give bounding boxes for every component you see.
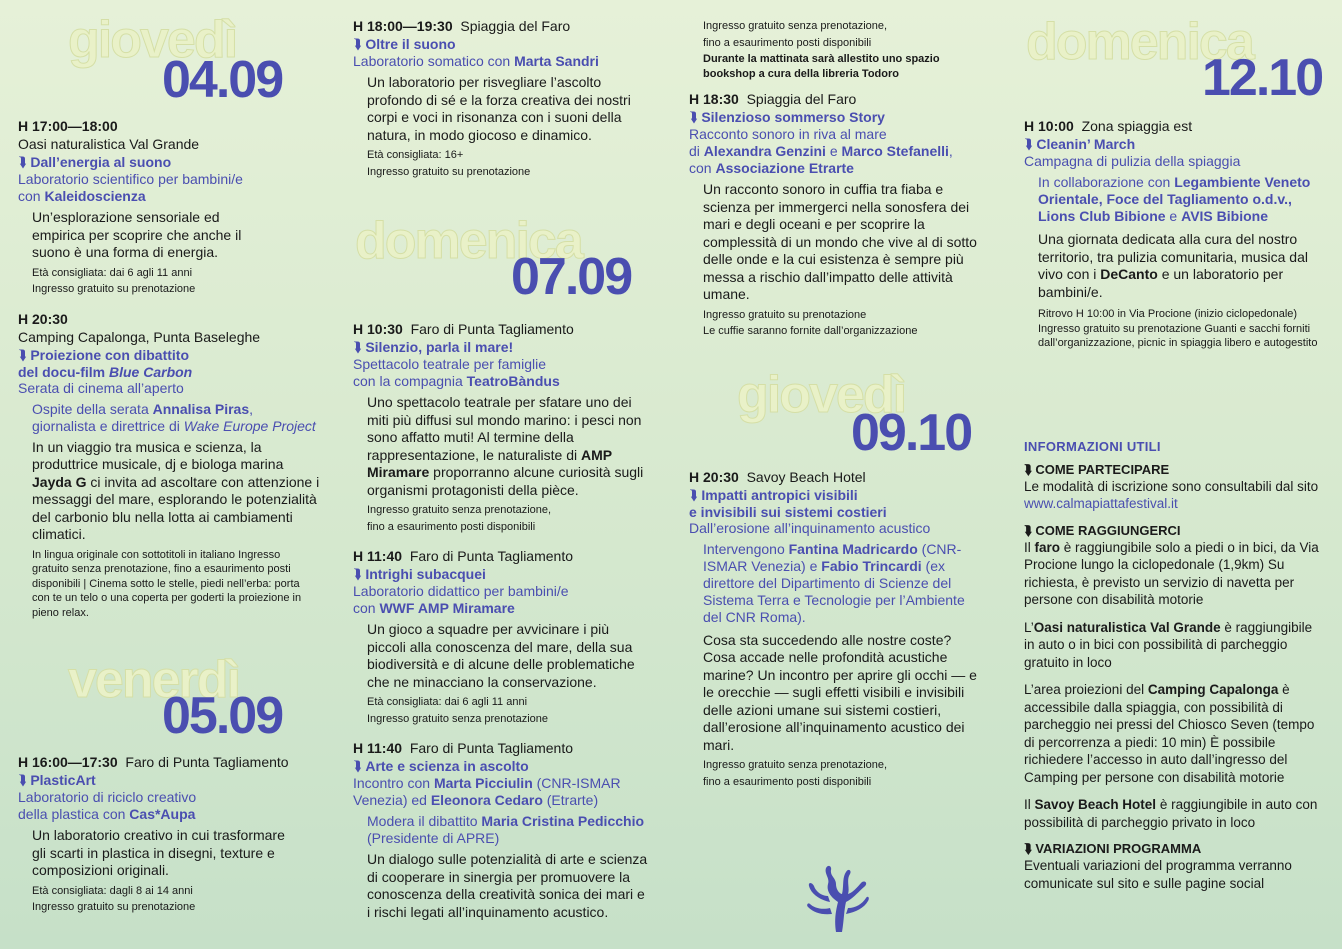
day-name: giovedì (68, 11, 237, 69)
event-description: Un racconto sonoro in cuffia tra fiaba e scienza per immergerci nella sonosfera dei mari e degli oceani e per scoprire la complessità di un mondo che vive al di sotto delle onde e la cui esistenza è sempre più messa a rischio dall’impatto delle attività umane. (703, 181, 977, 302)
event-subtitle: Dall’erosione all’inquinamento acustico (689, 519, 931, 536)
arrow-icon: ⮯ (1024, 136, 1033, 152)
event-title: Impatti antropici visibili (701, 486, 858, 503)
collab-text-2: e (1165, 208, 1182, 224)
day-date: 07.09 (511, 248, 632, 306)
arrow-icon: ⮯ (18, 346, 27, 363)
moderator-role: (Presidente di APRE) (367, 830, 500, 846)
event-entry: Ingresso gratuito senza prenotazione (367, 712, 549, 725)
desc-c: ci invita ad ascoltare con attenzione i messaggi del mare, esplorando le potenzialità del carbonio blu nella lotta ai cambiamenti climatici. (32, 473, 320, 542)
website-link[interactable]: www.calmapiattafestival.it (1024, 496, 1178, 511)
event-entry: Ingresso gratuito senza prenotazione, (367, 504, 552, 516)
event-place: Zona spiaggia est (1081, 118, 1193, 134)
event-silenzio-parla-il-mare (353, 321, 653, 534)
desc-a: In un viaggio tra musica e scienza, la produttrice musicale, dj e biologa marina (32, 438, 284, 472)
camping-text-a: L’area proiezioni del (1024, 682, 1148, 697)
oasi-text-b: Oasi naturalistica Val Grande (1033, 619, 1221, 635)
sub-text-3: Venezia) ed (353, 792, 431, 808)
savoy-text-b: Savoy Beach Hotel (1034, 797, 1157, 812)
event-title: Dall’energia al suono (30, 154, 172, 170)
partner-name: AVIS Bibione (1181, 208, 1268, 224)
arrow-icon: ⮯ (689, 109, 698, 125)
bookshop-note: Durante la mattinata sarà allestito uno spazio bookshop a cura della libreria Todoro (703, 53, 940, 80)
event-title: Arte e scienza in ascolto (365, 758, 529, 774)
event-title-2: del docu-film (18, 363, 109, 380)
film-title: Blue Carbon (109, 363, 193, 380)
info-heading: INFORMAZIONI UTILI (1024, 438, 1161, 454)
event-oltre-il-suono (353, 18, 653, 179)
arrow-icon: ⮯ (18, 154, 27, 170)
event-title: PlasticArt (30, 772, 96, 788)
desc-a: Una giornata dedicata alla cura del nostro territorio, tra pulizia comunitaria, musica dal vivo con i (1038, 231, 1308, 282)
event-entry: Ingresso gratuito su prenotazione (703, 308, 867, 321)
column-3 (689, 17, 994, 789)
event-subtitle: Laboratorio scientifico per bambini/e (18, 171, 243, 187)
day-name: domenica (355, 212, 582, 270)
event-description (367, 394, 647, 499)
continued-notes (689, 19, 994, 81)
oasi-text-c: è raggiungibile in auto o in bici con possibilità di parcheggio gratuito in loco (1024, 619, 1313, 670)
column-1 (18, 0, 318, 915)
event-impatti-antropici (689, 469, 994, 790)
arrow-icon: ⮯ (353, 339, 362, 355)
speaker-name: Marta Picciulin (433, 775, 533, 791)
sub-text: con (18, 188, 45, 204)
event-title-2: e invisibili sui sistemi costieri (689, 503, 887, 520)
event-subtitle: Spettacolo teatrale per famiglie (353, 356, 546, 372)
event-title: Cleanin’ March (1036, 136, 1136, 152)
event-age: Età consigliata: dai 6 agli 11 anni (367, 696, 528, 708)
event-age: Età consigliata: dai 6 agli 11 anni (32, 266, 193, 279)
day-date: 05.09 (162, 687, 283, 745)
arrow-icon: ⮯ (689, 486, 698, 503)
event-title: Proiezione con dibattito (30, 346, 189, 363)
entry-note-2: fino a esaurimento posti disponibili (703, 36, 872, 49)
event-entry: Ingresso gratuito su prenotazione (32, 901, 196, 913)
info-changes-text: Eventuali variazioni del programma verranno comunicate sul sito e sulle pagine social (1024, 858, 1292, 891)
event-entry: Ingresso gratuito su prenotazione (367, 165, 531, 178)
day-name: venerdì (68, 651, 239, 709)
event-time: H 18:00—19:30 (353, 18, 453, 34)
project-name: Wake Europe Project (183, 417, 316, 434)
desc-a: Uno spettacolo teatrale per sfatare uno dei miti più diffusi sul mondo marino: i pesci non sono affatto muti! Al termine della rappresentazione, le naturaliste di (367, 394, 642, 463)
sub-text: con (353, 600, 380, 616)
event-place: Oasi naturalistica Val Grande (18, 136, 200, 152)
event-entry-2: fino a esaurimento posti disponibili (367, 520, 536, 533)
author-name-2: Marco Stefanelli (841, 143, 949, 159)
desc-c: e un laboratorio per bambini/e. (1038, 266, 1284, 300)
speaker-name-2: Eleonora Cedaro (430, 792, 543, 808)
event-dallenergia (18, 118, 318, 297)
arrow-icon: ⮯ (353, 36, 362, 52)
organizer-name: Cas*Aupa (129, 806, 196, 822)
event-time: H 10:30 (353, 321, 403, 337)
author-name: Alexandra Genzini (703, 143, 826, 159)
guest-name: Annalisa Piras (152, 400, 250, 417)
moderator-name: Maria Cristina Pedicchio (481, 813, 645, 829)
oasi-text-a: L’ (1024, 619, 1034, 635)
collab-text: In collaborazione con (1038, 174, 1175, 190)
event-age: Età consigliata: dagli 8 ai 14 anni (32, 884, 193, 897)
info-participate-heading: COME PARTECIPARE (1035, 461, 1170, 477)
association-name: Associazione Etrarte (715, 160, 854, 176)
partners-names: Legambiente Veneto Orientale, Foce del Tagliamento o.d.v., Lions Club Bibione (1038, 174, 1311, 224)
day-header-domenica-0709 (353, 199, 653, 321)
speaker-name: Fantina Madricardo (788, 540, 918, 557)
event-time: H 18:30 (689, 91, 739, 107)
info-section (1024, 439, 1324, 893)
event-time: H 11:40 (353, 740, 403, 756)
event-time: H 17:00—18:00 (18, 118, 118, 134)
day-header-giovedi-0409 (18, 0, 318, 118)
event-subtitle: Racconto sonoro in riva al mare (689, 126, 887, 142)
event-description (1038, 231, 1314, 301)
event-description: Un laboratorio per risvegliare l’ascolto profondo di sé e la forza creativa dei nostri corpi e voci in risonanza con i suoni della natura, in modo giocoso e dinamico. (367, 74, 631, 143)
organizer-name: WWF AMP Miramare (379, 600, 515, 616)
speakers-text-2: (CNR-ISMAR Venezia) e (703, 540, 962, 574)
day-name: domenica (1026, 13, 1253, 71)
day-date: 12.10 (1202, 49, 1323, 107)
column-4 (1024, 0, 1324, 892)
event-description: Un dialogo sulle potenzialità di arte e scienza di cooperare in sinergia per promuovere la conoscenza della creatività sonica dei mari e i rischi legati all’inquinamento acustico. (367, 851, 648, 920)
event-proiezione (18, 311, 318, 621)
event-headphones: Le cuffie saranno fornite dall’organizzazione (703, 325, 918, 337)
camping-text-c: è accessibile dalla spiaggia, con possibilità di parcheggio nei pressi del Chiosco Seven (tempo di percorrenza a piedi: 10 min) È possibile richiedere l’accesso in auto dall’ingresso del Camping per persone con disabilità motorie (1024, 682, 1315, 785)
day-name: giovedì (737, 365, 906, 424)
speaker-name-2: Fabio Trincardi (821, 557, 922, 574)
event-place: Savoy Beach Hotel (746, 468, 866, 485)
event-place: Spiaggia del Faro (460, 18, 571, 34)
event-notes: In lingua originale con sottotitoli in italiano Ingresso gratuito senza prenotazione, fino a esaurimento posti disponibili | Cinema sotto le stelle, piedi nell’erba: porta con te un telo o una coperta per goderti la proiezione in pieno relax. (32, 548, 302, 619)
sub-text: con la compagnia (353, 373, 467, 389)
sub-text: Incontro con (353, 775, 434, 791)
guest-text: Ospite della serata (32, 400, 153, 417)
guest-punct: , (249, 400, 254, 417)
desc-b: DeCanto (1100, 266, 1158, 282)
organizer-name: Kaleidoscienza (44, 188, 146, 204)
savoy-text-c: è raggiungibile in auto con possibilità di parcheggio privato in loco (1024, 797, 1318, 830)
event-arte-e-scienza (353, 740, 653, 921)
savoy-text-a: Il (1024, 797, 1035, 812)
event-silenzioso-sommerso (689, 91, 994, 339)
event-plasticart (18, 754, 318, 915)
event-subtitle: Serata di cinema all’aperto (18, 379, 184, 396)
event-place: Faro di Punta Tagliamento (410, 321, 574, 337)
info-participate-text: Le modalità di iscrizione sono consultabili dal sito (1024, 478, 1319, 494)
desc-b: AMP Miramare (367, 446, 612, 480)
sub-text-4: con (689, 160, 716, 176)
event-subtitle: Laboratorio didattico per bambini/e (353, 583, 569, 599)
coral-logo-icon (806, 862, 870, 932)
company-name: TeatroBàndus (466, 373, 560, 389)
event-time: H 20:30 (18, 310, 68, 327)
event-title: Silenzioso sommerso Story (701, 109, 885, 125)
organizer-name: Marta Sandri (514, 53, 599, 69)
column-2 (353, 18, 653, 925)
reach-text-a: Il (1024, 539, 1035, 555)
sub-text-3: , (948, 143, 953, 159)
event-time: H 10:00 (1024, 118, 1074, 134)
day-header-domenica-1210 (1024, 0, 1324, 118)
event-entry: Ingresso gratuito su prenotazione (32, 283, 196, 295)
arrow-icon: ⮯ (1024, 841, 1036, 856)
sub-text: della plastica con (18, 806, 130, 822)
sub-text-4: (Etrarte) (542, 792, 599, 808)
arrow-icon: ⮯ (353, 758, 362, 774)
event-description: Un’esplorazione sensoriale ed empirica per scoprire che anche il suono è una forma di energia. (32, 209, 242, 260)
event-subtitle: Laboratorio di riciclo creativo (18, 789, 197, 805)
info-reach-heading: COME RAGGIUNGERCI (1035, 522, 1181, 538)
event-place: Spiaggia del Faro (746, 91, 857, 107)
event-entry: Ingresso gratuito senza prenotazione, (703, 759, 888, 771)
event-place: Camping Capalonga, Punta Baseleghe (18, 328, 261, 345)
day-header-venerdi-0509 (18, 644, 318, 754)
event-age: Età consigliata: 16+ (367, 149, 464, 161)
event-intrighi-subacquei (353, 548, 653, 726)
event-description: Un gioco a squadre per avvicinare i più piccoli alla conoscenza del mare, della sua biodiversità e di alcune delle problematiche che ne minacciano la conservazione. (367, 621, 635, 690)
sub-text: Laboratorio somatico con (353, 53, 515, 69)
event-place: Faro di Punta Tagliamento (409, 740, 574, 756)
sub-text-2: e (825, 143, 842, 159)
camping-text-b: Camping Capalonga (1147, 682, 1279, 697)
arrow-icon: ⮯ (1024, 522, 1036, 538)
event-notes: Ritrovo H 10:00 in Via Procione (inizio ciclopedonale) Ingresso gratuito su prenotazione Guanti e sacchi forniti dall’organizzazione, picnic in spiaggia libero e autogestito (1038, 308, 1318, 349)
arrow-icon: ⮯ (18, 772, 27, 788)
moderator-text: Modera il dibattito (367, 813, 482, 829)
reach-text-c: è raggiungibile solo a piedi o in bici, da Via Procione lungo la ciclopedonale (1,9km) Su richiesta, è previsto un servizio di navetta per persone con disabilità motorie (1024, 539, 1319, 607)
event-cleanin-march (1024, 118, 1324, 351)
arrow-icon: ⮯ (353, 566, 362, 582)
event-place: Faro di Punta Tagliamento (409, 548, 574, 564)
event-entry-2: fino a esaurimento posti disponibili (703, 775, 872, 788)
guest-role: giornalista e direttrice di (32, 417, 184, 434)
speakers-text: Intervengono (703, 540, 789, 557)
event-title: Oltre il suono (365, 36, 456, 52)
event-place: Faro di Punta Tagliamento (125, 754, 289, 770)
day-date: 04.09 (162, 51, 283, 109)
event-title: Silenzio, parla il mare! (365, 339, 514, 355)
event-description: Cosa sta succedendo alle nostre coste? Cosa accade nelle profondità acustiche marine? Un incontro per aprire gli occhi — e le orecchie — sugli effetti visibili e invisibili delle azioni umane sui sistemi costieri, dall’erosione all’inquinamento acustico dei mari. (703, 631, 977, 753)
sub-text: di (689, 143, 704, 159)
reach-text-b: faro (1034, 539, 1061, 555)
arrow-icon: ⮯ (1024, 461, 1036, 477)
event-time: H 16:00—17:30 (18, 754, 118, 770)
day-date: 09.10 (851, 403, 972, 462)
sub-text-2: (CNR-ISMAR (532, 775, 621, 791)
event-subtitle: Campagna di pulizia della spiaggia (1024, 153, 1241, 169)
speakers-text-3: (ex direttore del Dipartimento di Scienze del Sistema Terra e Tecnologie per l’Ambiente del CNR Roma). (703, 557, 965, 625)
event-description (32, 439, 322, 544)
entry-note: Ingresso gratuito senza prenotazione, (703, 20, 888, 32)
event-description: Un laboratorio creativo in cui trasformare gli scarti in plastica in disegni, texture e composizioni originali. (32, 827, 285, 878)
event-title: Intrighi subacquei (365, 566, 486, 582)
event-time: H 20:30 (689, 468, 739, 485)
info-changes-heading: VARIAZIONI PROGRAMMA (1035, 841, 1202, 856)
desc-b: Jayda G (32, 473, 87, 490)
event-time: H 11:40 (353, 548, 403, 564)
desc-c: proporranno alcune curiosità sugli organismi protagonisti della pièce. (367, 464, 644, 498)
day-header-giovedi-0910 (689, 351, 994, 469)
